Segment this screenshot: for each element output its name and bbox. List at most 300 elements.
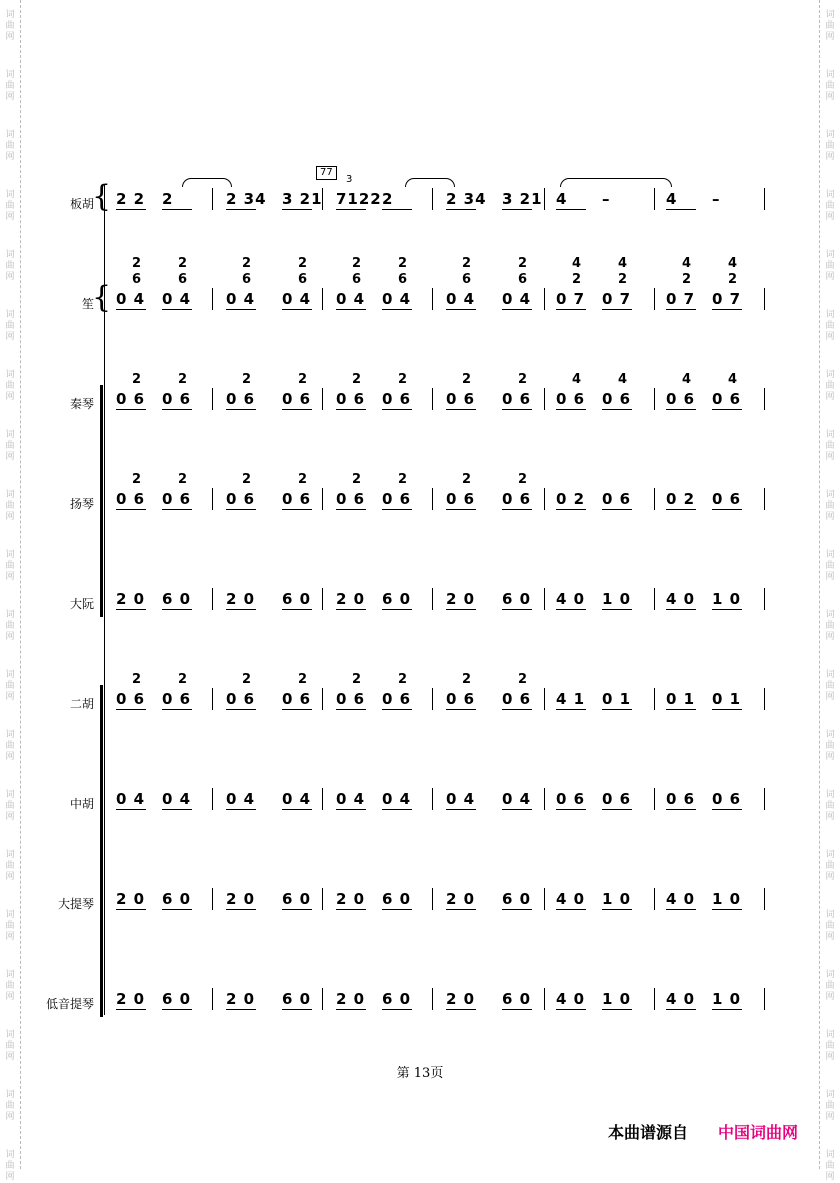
barline (432, 988, 433, 1010)
barline (654, 488, 655, 510)
note-group: 6 0 (502, 590, 532, 608)
note-group: 0 6 (446, 690, 476, 708)
note-group: 0 6 (226, 390, 256, 408)
barline (322, 588, 323, 610)
beam-line (556, 809, 586, 810)
beam-line (282, 809, 312, 810)
chord-upper-notes: 2 (462, 672, 472, 687)
watermark-text: 词 曲 网 (825, 370, 835, 402)
chord-upper-notes: 2 6 (132, 256, 142, 287)
note-group: 6 0 (382, 890, 412, 908)
watermark-text: 词 曲 网 (5, 70, 15, 102)
barline (322, 388, 323, 410)
note-group: 2 2 (116, 190, 146, 208)
note-group: 4 0 (556, 890, 586, 908)
beam-line (502, 509, 532, 510)
chord-upper-notes: 2 (178, 472, 188, 487)
note-group: 0 7 (666, 290, 696, 308)
note-group: 0 4 (336, 790, 366, 808)
beam-line (556, 1009, 586, 1010)
barline (212, 188, 213, 210)
barline (212, 288, 213, 310)
beam-line (116, 409, 146, 410)
note-group: 0 6 (382, 690, 412, 708)
note-group: 6 0 (162, 990, 192, 1008)
note-group: 0 4 (226, 790, 256, 808)
beam-line (336, 509, 366, 510)
note-group: 0 6 (502, 490, 532, 508)
note-group: 0 6 (162, 490, 192, 508)
chord-upper-notes: 2 (352, 472, 362, 487)
barline (654, 688, 655, 710)
beam-line (382, 409, 412, 410)
chord-upper-notes: 2 (518, 672, 528, 687)
watermark-text: 词 曲 网 (825, 190, 835, 222)
note-group: 0 4 (336, 290, 366, 308)
beam-line (602, 709, 632, 710)
beam-line (712, 809, 742, 810)
tie-arc (560, 178, 672, 187)
chord-upper-notes: 4 (728, 372, 738, 387)
note-group: 0 6 (116, 490, 146, 508)
beam-line (116, 1009, 146, 1010)
beam-line (712, 309, 742, 310)
beam-line (446, 809, 476, 810)
barline (764, 588, 765, 610)
watermark-text: 词 曲 网 (825, 550, 835, 582)
note-group: 4 0 (666, 890, 696, 908)
chord-upper-notes: 4 2 (682, 256, 692, 287)
beam-line (162, 509, 192, 510)
chord-upper-notes: 2 6 (352, 256, 362, 287)
note-group: 2 (162, 190, 174, 208)
instrument-label: 笙 (81, 297, 94, 311)
barline (544, 288, 545, 310)
barline (432, 188, 433, 210)
beam-line (336, 1009, 366, 1010)
beam-line (666, 909, 696, 910)
chord-upper-notes: 2 6 (242, 256, 252, 287)
watermark-text: 词 曲 网 (825, 790, 835, 822)
note-group: 0 6 (712, 490, 742, 508)
note-group: 6 0 (282, 890, 312, 908)
beam-line (116, 609, 146, 610)
note-group: 0 6 (602, 790, 632, 808)
source-text: 本曲谱源自 (608, 1123, 689, 1142)
beam-line (382, 909, 412, 910)
watermark-text: 词 曲 网 (5, 1150, 15, 1182)
note-group: 0 6 (602, 390, 632, 408)
barline (322, 788, 323, 810)
brace-sheng: { (92, 280, 112, 315)
watermark-text: 词 曲 网 (5, 250, 15, 282)
bracket-bowed (100, 685, 103, 1017)
chord-upper-notes: 2 6 (518, 256, 528, 287)
chord-upper-notes: 2 6 (178, 256, 188, 287)
note-group: 0 6 (712, 390, 742, 408)
beam-line (226, 509, 256, 510)
chord-upper-notes: 2 (132, 672, 142, 687)
beam-line (556, 309, 586, 310)
beam-line (502, 609, 532, 610)
beam-line (162, 209, 192, 210)
note-group: 6 0 (382, 990, 412, 1008)
beam-line (446, 1009, 476, 1010)
chord-upper-notes: 2 (352, 372, 362, 387)
beam-line (602, 909, 632, 910)
beam-line (502, 309, 532, 310)
note-group: 2 0 (226, 990, 256, 1008)
note-group: 7122 (336, 190, 382, 208)
beam-line (282, 509, 312, 510)
beam-line (336, 709, 366, 710)
barline (432, 788, 433, 810)
beam-line (336, 609, 366, 610)
watermark-text: 词 曲 网 (5, 850, 15, 882)
note-group: 4 (666, 190, 678, 208)
note-group: 2 0 (336, 890, 366, 908)
beam-line (666, 209, 696, 210)
beam-line (226, 909, 256, 910)
watermark-text: 词 曲 网 (825, 1090, 835, 1122)
watermark-text: 词 曲 网 (825, 850, 835, 882)
tie-arc (405, 178, 455, 187)
note-group: 0 6 (382, 490, 412, 508)
beam-line (282, 309, 312, 310)
brace-banhu: { (92, 179, 112, 214)
note-group: 0 6 (556, 790, 586, 808)
note-group: 0 6 (162, 390, 192, 408)
note-group: 0 4 (162, 790, 192, 808)
chord-upper-notes: 4 (618, 372, 628, 387)
barline (654, 288, 655, 310)
note-group: 0 6 (336, 390, 366, 408)
note-group: 0 4 (502, 790, 532, 808)
beam-line (602, 609, 632, 610)
watermark-text: 词 曲 网 (825, 250, 835, 282)
beam-line (666, 409, 696, 410)
beam-line (226, 809, 256, 810)
bracket-plucked (100, 385, 103, 617)
note-group: 6 0 (502, 990, 532, 1008)
note-group: 2 0 (336, 990, 366, 1008)
beam-line (162, 309, 192, 310)
beam-line (502, 209, 532, 210)
barline (544, 388, 545, 410)
watermark-text: 词 曲 网 (5, 430, 15, 462)
beam-line (446, 309, 476, 310)
barline (654, 888, 655, 910)
watermark-text: 词 曲 网 (825, 970, 835, 1002)
note-group: 0 6 (116, 690, 146, 708)
chord-upper-notes: 4 (682, 372, 692, 387)
beam-line (382, 209, 412, 210)
chord-upper-notes: 2 (242, 472, 252, 487)
beam-line (282, 1009, 312, 1010)
beam-line (116, 809, 146, 810)
watermark-text: 词 曲 网 (825, 610, 835, 642)
beam-line (556, 709, 586, 710)
beam-line (502, 409, 532, 410)
barline (764, 388, 765, 410)
beam-line (116, 209, 146, 210)
watermark-text: 词 曲 网 (5, 730, 15, 762)
note-group: 1 0 (712, 990, 742, 1008)
note-group: 0 6 (502, 390, 532, 408)
beam-line (382, 1009, 412, 1010)
note-group: 0 6 (502, 690, 532, 708)
note-group: 0 6 (336, 690, 366, 708)
note-group: 4 0 (666, 590, 696, 608)
beam-line (162, 909, 192, 910)
beam-line (162, 1009, 192, 1010)
note-group: 1 0 (712, 890, 742, 908)
beam-line (382, 809, 412, 810)
beam-line (226, 409, 256, 410)
chord-upper-notes: 2 (398, 672, 408, 687)
note-group: 2 0 (116, 890, 146, 908)
beam-line (712, 909, 742, 910)
note-group: 6 0 (502, 890, 532, 908)
barline (764, 788, 765, 810)
beam-line (666, 309, 696, 310)
beam-line (226, 209, 256, 210)
barline (544, 788, 545, 810)
beam-line (282, 609, 312, 610)
beam-line (602, 809, 632, 810)
barline (432, 688, 433, 710)
beam-line (556, 509, 586, 510)
barline (212, 888, 213, 910)
beam-line (602, 309, 632, 310)
chord-upper-notes: 2 (178, 372, 188, 387)
watermark-text: 词 曲 网 (825, 430, 835, 462)
barline (544, 588, 545, 610)
note-group: 4 0 (666, 990, 696, 1008)
chord-upper-notes: 4 2 (728, 256, 738, 287)
barline (322, 688, 323, 710)
note-group: 0 4 (382, 290, 412, 308)
chord-upper-notes: 2 (242, 372, 252, 387)
chord-upper-notes: 2 (132, 472, 142, 487)
barline (432, 388, 433, 410)
note-group: 0 6 (282, 490, 312, 508)
beam-line (446, 409, 476, 410)
chord-upper-notes: 4 (572, 372, 582, 387)
note-group: 2 0 (446, 990, 476, 1008)
note-group: 0 6 (116, 390, 146, 408)
barline (764, 688, 765, 710)
note-group: 0 6 (446, 490, 476, 508)
note-group: 0 2 (556, 490, 586, 508)
beam-line (282, 909, 312, 910)
chord-upper-notes: 2 (298, 672, 308, 687)
beam-line (446, 609, 476, 610)
note-group: 1 0 (602, 590, 632, 608)
note-group: 0 4 (116, 290, 146, 308)
beam-line (666, 709, 696, 710)
note-group: 0 4 (162, 290, 192, 308)
chord-upper-notes: 2 (242, 672, 252, 687)
note-group: 1 0 (602, 990, 632, 1008)
instrument-label: 扬琴 (69, 497, 94, 511)
beam-line (712, 409, 742, 410)
barline (764, 988, 765, 1010)
watermark-text: 词 曲 网 (5, 910, 15, 942)
note-group: 0 6 (226, 690, 256, 708)
barline (764, 888, 765, 910)
beam-line (116, 909, 146, 910)
note-group: 0 7 (712, 290, 742, 308)
barline (544, 188, 545, 210)
chord-upper-notes: 2 (518, 372, 528, 387)
barline (322, 988, 323, 1010)
note-group: 0 6 (336, 490, 366, 508)
note-group: 0 7 (602, 290, 632, 308)
barline (432, 888, 433, 910)
beam-line (666, 509, 696, 510)
beam-line (116, 509, 146, 510)
chord-upper-notes: 2 (132, 372, 142, 387)
watermark-text: 词 曲 网 (825, 1150, 835, 1182)
note-group: 0 2 (666, 490, 696, 508)
beam-line (666, 809, 696, 810)
barline (654, 788, 655, 810)
beam-line (382, 709, 412, 710)
note-group: 0 6 (282, 390, 312, 408)
beam-line (446, 209, 476, 210)
beam-line (162, 409, 192, 410)
barline (544, 488, 545, 510)
watermark-text: 词 曲 网 (825, 10, 835, 42)
page-number: 第 13页 (396, 1066, 444, 1081)
beam-line (446, 509, 476, 510)
note-group: 0 6 (162, 690, 192, 708)
note-group: 2 (382, 190, 394, 208)
watermark-text: 词 曲 网 (825, 130, 835, 162)
instrument-label: 秦琴 (69, 397, 94, 411)
beam-line (556, 409, 586, 410)
note-group: 4 1 (556, 690, 586, 708)
beam-line (162, 809, 192, 810)
note-group: 0 6 (556, 390, 586, 408)
note-group: 0 1 (712, 690, 742, 708)
chord-upper-notes: 2 (398, 372, 408, 387)
chord-upper-notes: 2 (352, 672, 362, 687)
watermark-text: 词 曲 网 (5, 610, 15, 642)
chord-upper-notes: 2 (178, 672, 188, 687)
beam-line (116, 709, 146, 710)
barline (322, 888, 323, 910)
note-group: 4 0 (556, 990, 586, 1008)
barline (764, 488, 765, 510)
barline (212, 588, 213, 610)
beam-line (226, 309, 256, 310)
chord-upper-notes: 4 2 (618, 256, 628, 287)
watermark-text: 词 曲 网 (825, 1030, 835, 1062)
chord-upper-notes: 2 (298, 372, 308, 387)
tie-arc (182, 178, 232, 187)
note-group: 0 4 (446, 290, 476, 308)
triplet-mark: 3 (346, 174, 353, 185)
instrument-label: 大阮 (69, 597, 94, 611)
beam-line (602, 509, 632, 510)
barline (654, 188, 655, 210)
instrument-label: 板胡 (69, 197, 94, 211)
beam-line (282, 209, 312, 210)
watermark-text: 词 曲 网 (5, 130, 15, 162)
watermark-text: 词 曲 网 (5, 790, 15, 822)
watermark-text: 词 曲 网 (825, 670, 835, 702)
beam-line (602, 1009, 632, 1010)
note-group: 1 0 (602, 890, 632, 908)
beam-line (502, 909, 532, 910)
instrument-label: 中胡 (69, 797, 94, 811)
note-group: 6 0 (162, 890, 192, 908)
note-group: 2 0 (116, 590, 146, 608)
beam-line (336, 309, 366, 310)
chord-upper-notes: 2 (398, 472, 408, 487)
barline (322, 288, 323, 310)
note-group: 0 4 (382, 790, 412, 808)
watermark-text: 词 曲 网 (5, 190, 15, 222)
beam-line (382, 609, 412, 610)
beam-line (602, 409, 632, 410)
note-group: 2 0 (226, 890, 256, 908)
beam-line (502, 809, 532, 810)
barline (544, 888, 545, 910)
note-group: 0 6 (666, 790, 696, 808)
barline (432, 588, 433, 610)
note-group: 0 6 (712, 790, 742, 808)
watermark-text: 词 曲 网 (825, 910, 835, 942)
beam-line (712, 709, 742, 710)
beam-line (446, 709, 476, 710)
beam-line (162, 609, 192, 610)
barline (544, 688, 545, 710)
watermark-text: 词 曲 网 (5, 10, 15, 42)
instrument-label: 低音提琴 (45, 997, 94, 1011)
barline (212, 988, 213, 1010)
note-group: 0 4 (446, 790, 476, 808)
note-group: 3 21 (502, 190, 543, 208)
barline (654, 388, 655, 410)
beam-line (336, 409, 366, 410)
barline (212, 488, 213, 510)
barline (654, 588, 655, 610)
watermark-text: 词 曲 网 (5, 490, 15, 522)
watermark-text: 词 曲 网 (5, 670, 15, 702)
beam-line (666, 1009, 696, 1010)
note-group: 0 1 (666, 690, 696, 708)
watermark-text: 词 曲 网 (5, 310, 15, 342)
note-group: 4 (556, 190, 568, 208)
note-group: 2 0 (446, 890, 476, 908)
note-group: 6 0 (282, 990, 312, 1008)
instrument-label: 二胡 (69, 697, 94, 711)
barline (212, 788, 213, 810)
note-group: 2 34 (226, 190, 267, 208)
note-group: 0 6 (602, 490, 632, 508)
note-group: 0 6 (666, 390, 696, 408)
beam-line (556, 909, 586, 910)
source-site-link[interactable]: 中国词曲网 (718, 1123, 799, 1142)
note-group: 3 21 (282, 190, 323, 208)
chord-upper-notes: 2 6 (298, 256, 308, 287)
note-group: 0 7 (556, 290, 586, 308)
watermark-text: 词 曲 网 (825, 70, 835, 102)
note-group: 2 0 (446, 590, 476, 608)
